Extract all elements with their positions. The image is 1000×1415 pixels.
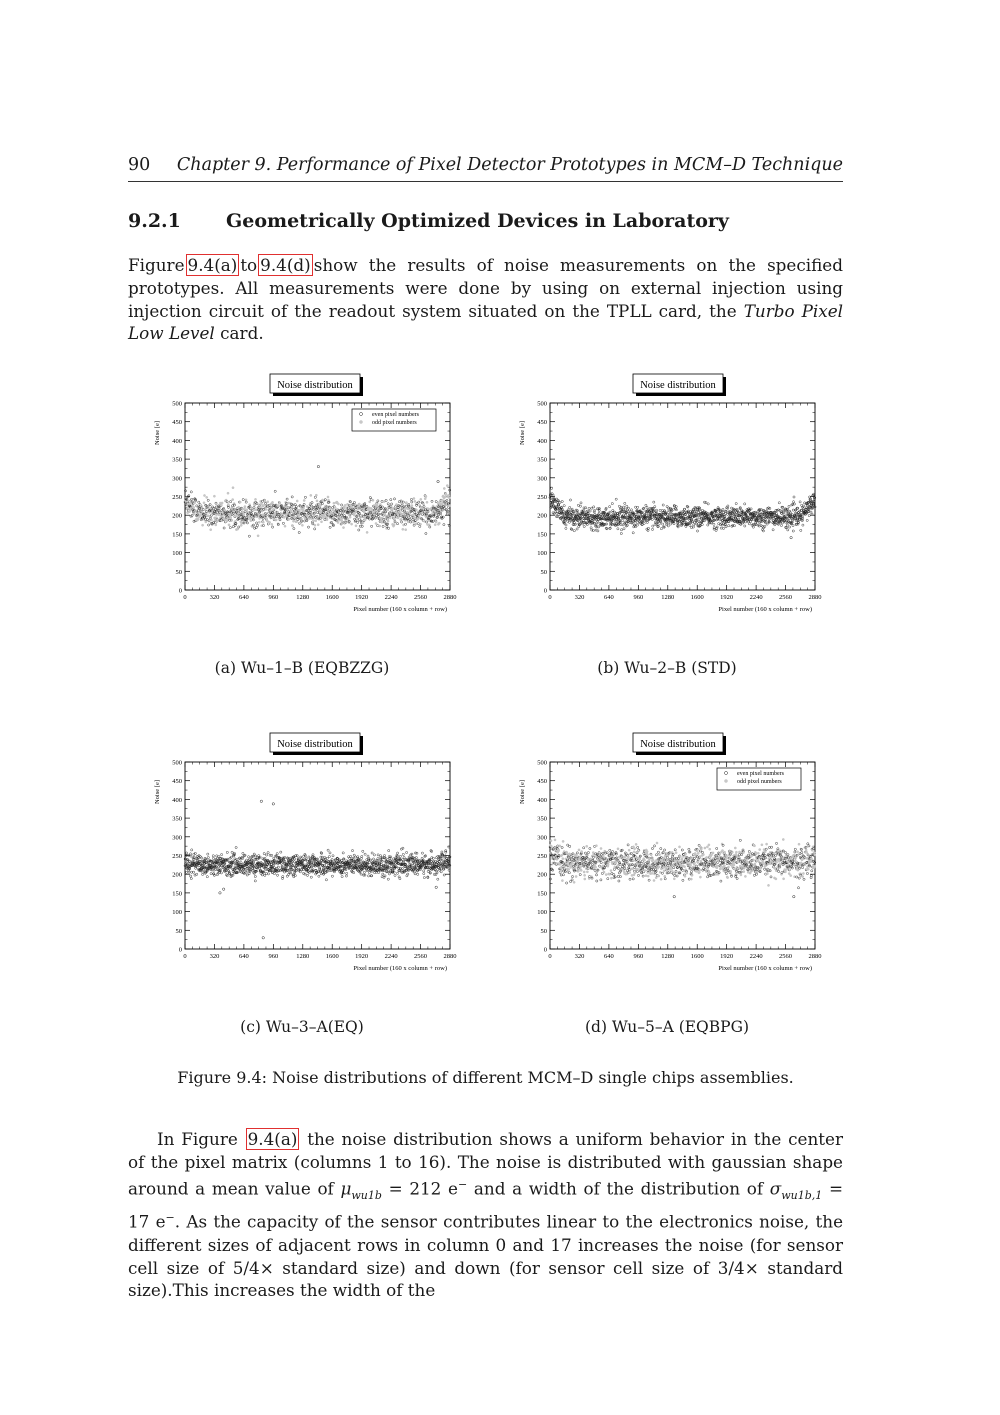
y-tick-label: 450 bbox=[172, 778, 182, 786]
y-tick-label: 450 bbox=[537, 419, 547, 427]
x-tick-label: 2880 bbox=[443, 594, 457, 601]
legend-marker bbox=[360, 421, 363, 424]
y-tick-label: 0 bbox=[178, 946, 182, 954]
y-axis-label: Noise [e] bbox=[519, 421, 526, 446]
x-tick-label: 2880 bbox=[808, 594, 822, 601]
page-header bbox=[128, 153, 843, 182]
noise-scatter-svg bbox=[150, 731, 457, 981]
y-tick-label: 0 bbox=[543, 946, 547, 954]
y-axis-label: Noise [e] bbox=[154, 780, 161, 805]
section-number: 9.2.1 bbox=[128, 210, 181, 232]
x-tick-label: 960 bbox=[633, 594, 644, 601]
plot-frame bbox=[185, 762, 450, 949]
y-tick-label: 500 bbox=[537, 759, 547, 767]
section-title: Geometrically Optimized Devices in Laboratory bbox=[226, 210, 729, 232]
y-tick-label: 350 bbox=[172, 815, 182, 823]
minus-sup-1: − bbox=[457, 1177, 468, 1191]
scatter-points bbox=[549, 487, 816, 539]
y-tick-label: 450 bbox=[537, 778, 547, 786]
plot-frame bbox=[550, 403, 815, 590]
plot-title: Noise distribution bbox=[277, 739, 353, 750]
legend-entry: even pixel numbers bbox=[372, 412, 419, 418]
subcaption-c: (c) Wu–3–A(EQ) bbox=[240, 1018, 364, 1036]
body-text-2: the noise distribution shows a uniform behavior in the center of the pixel matrix (columns 1 to 16). The noise is distributed with gaussian shape around a mean value of bbox=[128, 1129, 843, 1199]
y-tick-label: 400 bbox=[537, 437, 547, 445]
x-tick-label: 2240 bbox=[749, 953, 763, 960]
y-tick-label: 100 bbox=[172, 550, 182, 558]
intro-paragraph bbox=[128, 254, 843, 345]
x-tick-label: 960 bbox=[268, 953, 279, 960]
sigma-subscript: wu1b,1 bbox=[781, 1188, 823, 1202]
y-tick-label: 150 bbox=[172, 531, 182, 539]
scatter-points bbox=[184, 800, 451, 939]
noise-scatter-svg bbox=[150, 372, 457, 622]
y-tick-label: 400 bbox=[172, 796, 182, 804]
y-tick-label: 300 bbox=[537, 475, 547, 483]
x-tick-label: 2880 bbox=[443, 953, 457, 960]
figure-caption: Figure 9.4: Noise distributions of different MCM–D single chips assemblies. bbox=[177, 1068, 794, 1087]
plot-a bbox=[150, 372, 457, 622]
x-axis-label: Pixel number (160 x column + row) bbox=[353, 606, 447, 613]
x-tick-label: 1280 bbox=[296, 594, 310, 601]
plot-title: Noise distribution bbox=[277, 380, 353, 391]
body-text-4: . As the capacity of the sensor contributes linear to the electronics noise, the different sizes of adjacent rows in column 0 and 17 increases the noise (for sensor cell size of 5/4× standard size) and down (for sensor cell size of 3/4× standard size).This increases the width of the bbox=[128, 1211, 843, 1301]
x-tick-label: 640 bbox=[604, 953, 614, 960]
mu-subscript: wu1b bbox=[351, 1188, 382, 1202]
y-tick-label: 200 bbox=[537, 871, 547, 879]
x-tick-label: 2560 bbox=[779, 953, 793, 960]
subcaption-b: (b) Wu–2–B (STD) bbox=[597, 659, 737, 677]
x-tick-label: 1920 bbox=[720, 594, 734, 601]
y-tick-label: 0 bbox=[543, 587, 547, 595]
page-number: 90 bbox=[128, 155, 151, 175]
x-tick-label: 1600 bbox=[690, 594, 704, 601]
y-tick-label: 200 bbox=[172, 871, 182, 879]
subcaption-d: (d) Wu–5–A (EQBPG) bbox=[584, 1018, 750, 1036]
body-paragraph bbox=[128, 1128, 843, 1302]
y-tick-label: 200 bbox=[172, 512, 182, 520]
plot-c bbox=[150, 731, 457, 981]
x-tick-label: 320 bbox=[574, 953, 585, 960]
y-tick-label: 300 bbox=[172, 475, 182, 483]
x-axis-label: Pixel number (160 x column + row) bbox=[718, 965, 812, 972]
x-tick-label: 640 bbox=[604, 594, 614, 601]
x-tick-label: 2880 bbox=[808, 953, 822, 960]
x-tick-label: 2560 bbox=[414, 953, 428, 960]
scatter-points bbox=[184, 465, 451, 537]
minus-sup-2: − bbox=[165, 1211, 175, 1225]
y-tick-label: 350 bbox=[537, 815, 547, 823]
y-tick-label: 250 bbox=[172, 853, 182, 860]
x-tick-label: 2240 bbox=[384, 594, 398, 601]
x-tick-label: 0 bbox=[548, 953, 552, 960]
x-tick-label: 960 bbox=[633, 953, 644, 960]
card-name: Turbo Pixel Low Level bbox=[128, 300, 844, 344]
legend-marker bbox=[725, 780, 728, 783]
y-tick-label: 200 bbox=[537, 512, 547, 520]
y-tick-label: 150 bbox=[537, 890, 547, 898]
x-tick-label: 320 bbox=[209, 594, 220, 601]
x-tick-label: 2240 bbox=[749, 594, 763, 601]
noise-scatter-svg bbox=[515, 372, 822, 622]
x-tick-label: 2560 bbox=[779, 594, 793, 601]
x-tick-label: 1600 bbox=[690, 953, 704, 960]
y-tick-label: 50 bbox=[540, 927, 547, 935]
y-tick-label: 100 bbox=[537, 909, 547, 917]
x-tick-label: 1920 bbox=[355, 953, 369, 960]
intro-text-end: card. bbox=[220, 323, 264, 344]
y-tick-label: 250 bbox=[537, 853, 547, 860]
x-tick-label: 1600 bbox=[325, 594, 339, 601]
y-tick-label: 300 bbox=[537, 834, 547, 842]
x-tick-label: 2240 bbox=[384, 953, 398, 960]
y-axis-label: Noise [e] bbox=[519, 780, 526, 805]
y-tick-label: 400 bbox=[172, 437, 182, 445]
y-tick-label: 250 bbox=[172, 494, 182, 501]
x-tick-label: 0 bbox=[183, 953, 187, 960]
scatter-points bbox=[549, 838, 816, 897]
mu-symbol: μ bbox=[340, 1178, 352, 1199]
y-tick-label: 150 bbox=[172, 890, 182, 898]
figure-ref-a-link-2[interactable]: 9.4(a) bbox=[247, 1129, 298, 1149]
plot-d bbox=[515, 731, 822, 981]
legend-entry: even pixel numbers bbox=[737, 771, 784, 777]
y-axis-label: Noise [e] bbox=[154, 421, 161, 446]
chapter-title: Chapter 9. Performance of Pixel Detector Prototypes in MCM–D Technique bbox=[176, 155, 843, 175]
figure-ref-d-link[interactable]: 9.4(d) bbox=[260, 255, 311, 275]
plot-title: Noise distribution bbox=[640, 739, 716, 750]
y-tick-label: 400 bbox=[537, 796, 547, 804]
noise-scatter-svg bbox=[515, 731, 822, 981]
intro-text: show the results of noise measurements on the specified prototypes. All measurements were done by using on external injection using injection circuit of the readout system situated on the TPLL card, the bbox=[128, 255, 843, 321]
x-tick-label: 640 bbox=[239, 953, 249, 960]
body-text-3: and a width of the distribution of bbox=[473, 1178, 764, 1199]
body-text-1: In Figure bbox=[157, 1129, 238, 1149]
section-heading bbox=[128, 210, 843, 232]
y-tick-label: 450 bbox=[172, 419, 182, 427]
y-tick-label: 250 bbox=[537, 494, 547, 501]
y-tick-label: 500 bbox=[172, 400, 182, 408]
x-tick-label: 320 bbox=[574, 594, 585, 601]
text-figure: Figure bbox=[128, 255, 185, 275]
y-tick-label: 100 bbox=[537, 550, 547, 558]
y-tick-label: 350 bbox=[537, 456, 547, 464]
x-tick-label: 640 bbox=[239, 594, 249, 601]
x-tick-label: 1600 bbox=[325, 953, 339, 960]
y-tick-label: 50 bbox=[175, 568, 182, 576]
sigma-symbol: σ bbox=[769, 1178, 782, 1199]
y-tick-label: 50 bbox=[540, 568, 547, 576]
y-tick-label: 150 bbox=[537, 531, 547, 539]
x-tick-label: 1920 bbox=[355, 594, 369, 601]
plot-title: Noise distribution bbox=[640, 380, 716, 391]
x-tick-label: 1920 bbox=[720, 953, 734, 960]
x-tick-label: 0 bbox=[183, 594, 187, 601]
x-tick-label: 2560 bbox=[414, 594, 428, 601]
legend-entry: odd pixel numbers bbox=[372, 420, 417, 426]
x-tick-label: 320 bbox=[209, 953, 220, 960]
x-axis-label: Pixel number (160 x column + row) bbox=[353, 965, 447, 972]
plot-b bbox=[515, 372, 822, 622]
y-tick-label: 100 bbox=[172, 909, 182, 917]
y-tick-label: 0 bbox=[178, 587, 182, 595]
y-tick-label: 300 bbox=[172, 834, 182, 842]
x-tick-label: 1280 bbox=[296, 953, 310, 960]
text-to: to bbox=[240, 255, 258, 275]
subcaption-a: (a) Wu–1–B (EQBZZG) bbox=[214, 659, 390, 677]
y-tick-label: 500 bbox=[172, 759, 182, 767]
y-tick-label: 500 bbox=[537, 400, 547, 408]
legend-entry: odd pixel numbers bbox=[737, 779, 782, 785]
x-tick-label: 0 bbox=[548, 594, 552, 601]
x-tick-label: 1280 bbox=[661, 594, 675, 601]
y-tick-label: 50 bbox=[175, 927, 182, 935]
figure-ref-a-link[interactable]: 9.4(a) bbox=[187, 255, 238, 275]
x-axis-label: Pixel number (160 x column + row) bbox=[718, 606, 812, 613]
y-tick-label: 350 bbox=[172, 456, 182, 464]
mu-value: = 212 e bbox=[381, 1178, 458, 1199]
sigma-value: = 17 e bbox=[128, 1178, 844, 1232]
x-tick-label: 1280 bbox=[661, 953, 675, 960]
x-tick-label: 960 bbox=[268, 594, 279, 601]
